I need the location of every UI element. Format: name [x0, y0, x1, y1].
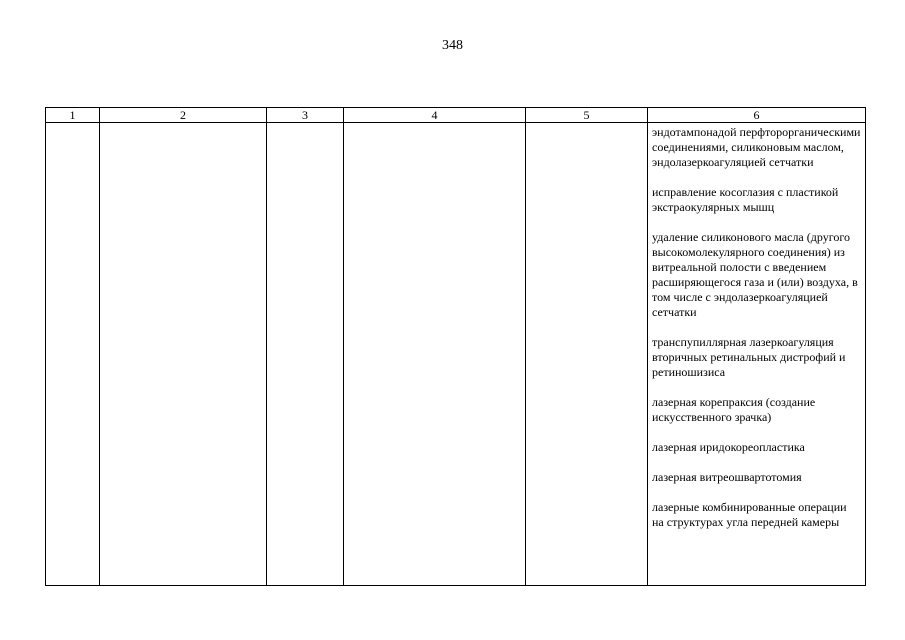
procedure-item: лазерная витреошвартотомия [652, 470, 802, 484]
cell-col-2 [100, 123, 267, 586]
column-header-6: 6 [648, 108, 866, 123]
procedure-item: лазерная корепраксия (создание искусственного зрачка) [652, 395, 816, 424]
cell-col-6 [648, 123, 866, 586]
cell-col-1 [46, 123, 100, 586]
procedure-item: эндотампонадой перфторорганическими соединениями, силиконовым маслом, эндолазеркоагуляцией сетчатки [652, 125, 861, 169]
cell-col-3 [267, 123, 344, 586]
table-header-row [46, 108, 866, 123]
table-row [46, 123, 866, 586]
column-header-4: 4 [344, 108, 526, 123]
column-header-5: 5 [526, 108, 648, 123]
procedure-item: лазерная иридокореопластика [652, 440, 805, 454]
column-header-2: 2 [100, 108, 267, 123]
cell-col-4 [344, 123, 526, 586]
procedure-item: транспупиллярная лазеркоагуляция вторичных ретинальных дистрофий и ретиношизиса [652, 335, 846, 379]
column-header-3: 3 [267, 108, 344, 123]
cell-col-5 [526, 123, 648, 586]
procedure-item: исправление косоглазия с пластикой экстраокулярных мышц [652, 185, 839, 214]
procedures-table [45, 107, 866, 586]
page-number: 348 [442, 38, 463, 53]
column-header-1: 1 [46, 108, 100, 123]
procedure-item: удаление силиконового масла (другого высокомолекулярного соединения) из витреальной полости с введением расширяющегося газа и (или) воздуха, в том числе с эндолазеркоагуляцией сетчатки [652, 230, 858, 319]
procedure-item: лазерные комбинированные операции на структурах угла передней камеры [652, 500, 847, 529]
